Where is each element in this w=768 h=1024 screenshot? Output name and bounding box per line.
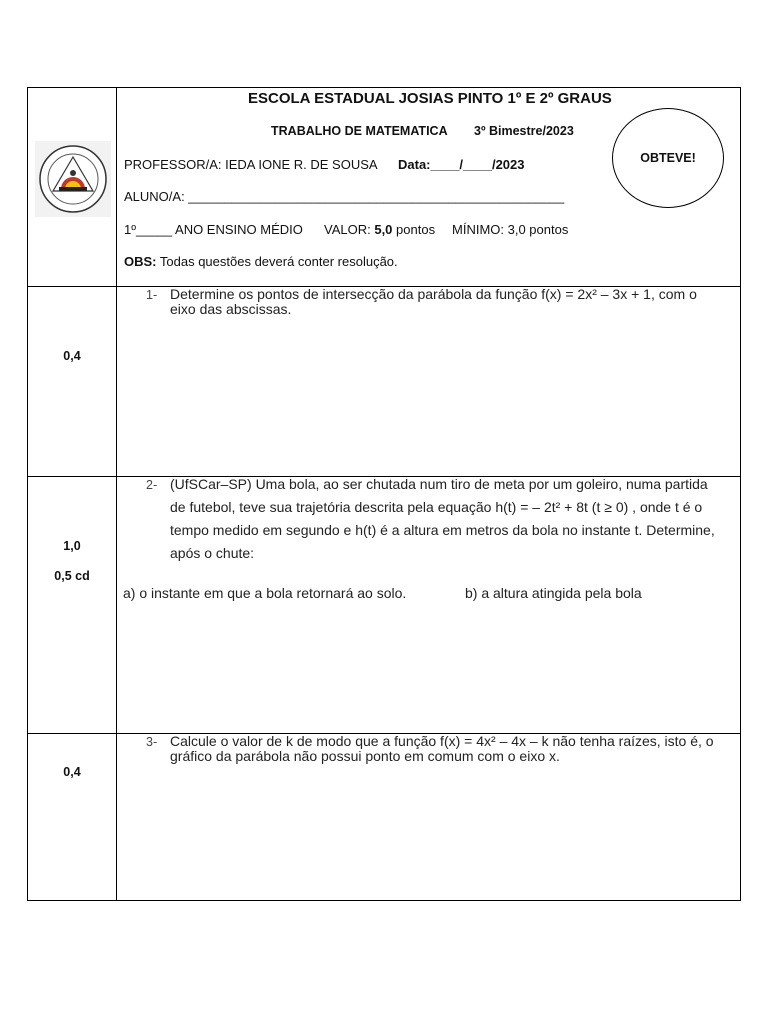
grade-circle-label: OBTEVE! [640,151,696,165]
question-2-line-4: após o chute: [170,545,255,561]
question-3-line-1: Calcule o valor de k de modo que a função f(x) = 4x² – 4x – k não tenha raízes, isto é, o [170,733,714,749]
assignment-title: TRABALHO DE MATEMATICA [271,124,448,138]
value-unit: pontos [396,222,436,237]
question-2-score-detail: 0,5 cd [54,569,90,583]
school-seal-icon [35,141,111,217]
question-1-score: 0,4 [63,349,81,363]
question-2-item-b: b) a altura atingida pela bola [465,585,642,601]
question-3-number: 3- [146,735,158,749]
question-2-line-1: (UfSCar–SP) Uma bola, ao ser chutada num tiro de meta por um goleiro, numa partida [170,476,708,492]
score-column-divider [116,88,117,900]
question-2-line-2: de futebol, teve sua trajetória descrita pela equação h(t) = – 2t² + 8t (t ≥ 0) , onde t é o [170,499,703,515]
exam-sheet [27,87,741,901]
question-1-line-1: Determine os pontos de intersecção da parábola da função f(x) = 2x² – 3x + 1, com o [170,286,697,302]
question-2-score: 1,0 [63,539,81,553]
grade-field[interactable]: 1º_____ ANO ENSINO MÉDIO [124,222,303,237]
value-label: VALOR: [324,222,371,237]
question-2-item-a: a) o instante em que a bola retornará ao solo. [123,585,407,601]
observation [124,254,398,269]
question-3-score: 0,4 [63,765,81,779]
question-1-number: 1- [146,288,158,302]
minimum-score: MÍNIMO: 3,0 pontos [452,222,569,237]
question-1-line-2: eixo das abscissas. [170,301,292,317]
obs-text: Todas questões deverá conter resolução. [159,254,398,269]
value-number: 5,0 [374,222,393,237]
question-2-number: 2- [146,478,158,492]
question-3-line-2: gráfico da parábola não possui ponto em comum com o eixo x. [170,748,560,764]
date-field[interactable]: Data:____/____/2023 [398,157,525,172]
term: 3º Bimestre/2023 [474,124,574,138]
question-2-line-3: tempo medido em segundo e h(t) é a altura em metros da bola no instante t. Determine, [170,522,715,538]
value-info [324,222,435,237]
grade-circle [612,108,724,208]
school-name: ESCOLA ESTADUAL JOSIAS PINTO 1º E 2º GRAUS [248,90,612,107]
obs-label: OBS: [124,254,157,269]
teacher-name: PROFESSOR/A: IEDA IONE R. DE SOUSA [124,157,378,172]
student-name-field[interactable]: ALUNO/A: ____________________________________________________ [124,189,565,204]
